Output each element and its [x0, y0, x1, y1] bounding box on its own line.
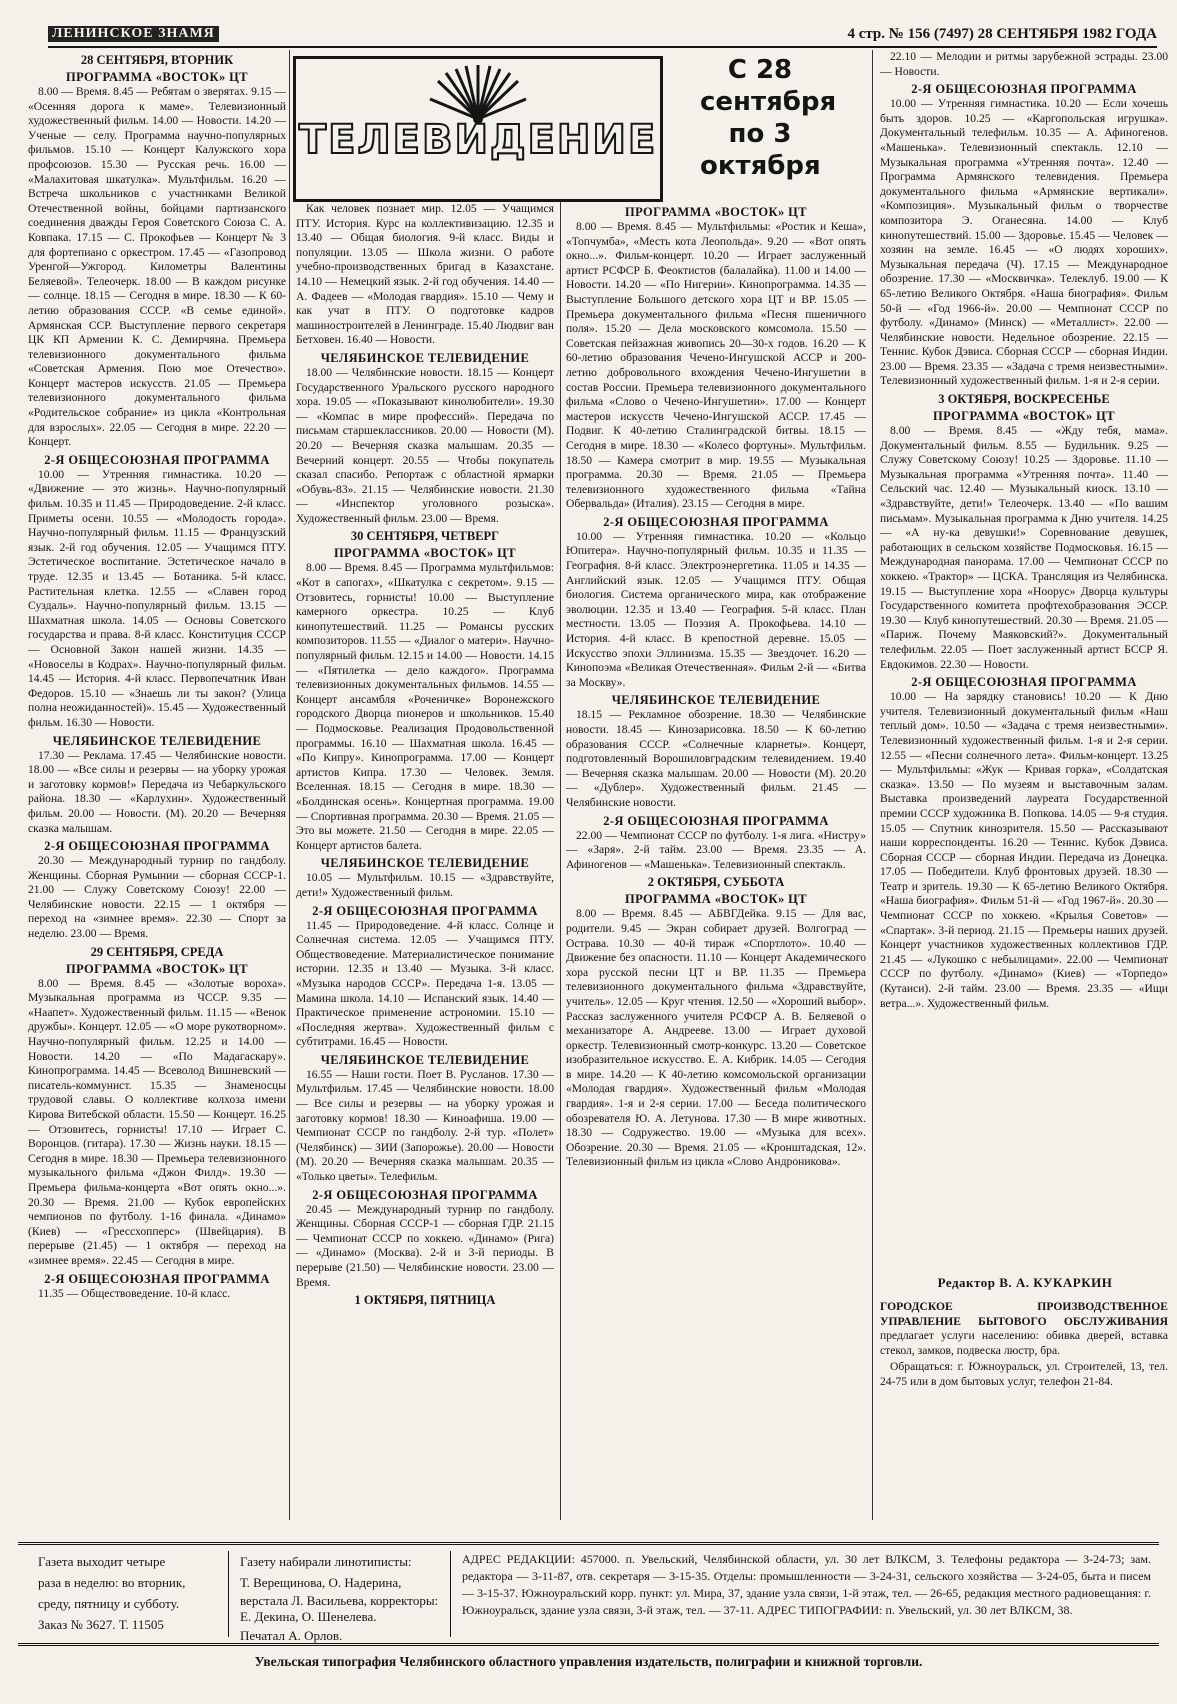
channel-heading: ПРОГРАММА «ВОСТОК» ЦТ [333, 546, 517, 561]
program-listing: 8.00 — Время. 8.45 — «Золотые вороха». Музыкальная программа из ЧССР. 9.35 — «Наапет». Художественный фильм. 11.15 — «Венок дружбы». Концерт. 12.05 — «О море рукотворном». Научно-популярный фильм. 12.25 и 14.00 — Новости. 14.20 — «По Мадагаскару». Кинопрограмма. 14.45 — Всеволод Вишневский — писатель-коммунист. 15.35 — Знаменосцы трудовой славы. О коллективе колхоза имени Кирова Витебской области. 15.50 — Концерт. 16.25 — Отзовитесь, горнисты! 17.10 — Играет С. Воронцов. (гитара). 17.30 — Жизнь науки. 18.15 — Сегодня в мире. 18.30 — Премьера телевизионного музыкального фильма «Джон Филд». 19.30 — Премьера фильма-концерта «Вот опять окно...». 20.30 — Время. 21.00 — Кубок европейских чемпионов по футболу. 1-16 финала. «Динамо» (Киев) — «Грессхопперс» (Швейцария). В перерыве (21.45) — 1 октября — переход на «зимнее время». 22.45 — Сегодня в мире. [28, 976, 286, 1267]
imprint-line: Т. Верещинова, О. Надерина, [240, 1575, 402, 1590]
program-listing: 16.55 — Наши гости. Поет В. Русланов. 17.30 — Мультфильм. 17.45 — Челябинские новости. 18.00 — Все силы и резервы — на уборку урожая и заготовку кормов! 18.30 — Киноафиша. 19.00 — Чемпионат СССР по гандболу. 2-й тур. «Полет» (Челябинск) — ЗИИ (Запорожье). 20.00 — Новости (М). 20.20 — Вечерняя сказка малышам. 20.35 — «Только цветы». Телефильм. [296, 1067, 554, 1184]
program-listing: 11.35 — Обществоведение. 10-й класс. [38, 1286, 231, 1300]
channel-heading: 2-Я ОБЩЕСОЮЗНАЯ ПРОГРАММА [911, 675, 1137, 690]
program-listing: 22.10 — Мелодии и ритмы зарубежной эстрады. 23.00 — Новости. [880, 50, 1168, 78]
tv-antenna-burst-icon [426, 63, 530, 123]
editor-credit: Редактор В. А. КУКАРКИН [937, 1275, 1113, 1290]
program-listing: 8.00 — Время. 8.45 — Мультфильмы: «Ростик и Кеша», «Топчумба», «Месть кота Леопольда». 9.20 — «Вот опять окно...». Фильм-концерт. 10.20 — Играет заслуженный артист РСФСР Б. Феоктистов (балалайка). 11.00 и 14.00 — Новости. 14.20 — «По Нигерии». Кинопрограмма. 14.35 — Выступление Большого детского хора ЦТ и ВР. 15.05 — Премьера документального фильма «Песня пшеничного поля». 15.20 — Дела московского комсомола. 15.50 — Советская пейзажная живопись 20—30-х годов. 16.20 — К 60-летию образования Чечено-Ингушской АССР и 200-летию добровольного вхождения Чечено-Ингушетии в состав России. Премьера телевизионного документального фильма «Слово о Чечено-Ингушетии». 17.00 — Концерт мастеров искусств Чечено-Ингушской АССР. 17.45 — Подвиг. К 40-летию Сталинградской битвы. 18.15 — Сегодня в мире. 18.30 — «Колесо фортуны». Мультфильм. 18.50 — Камера смотрит в мир. 19.55 — Музыкальная программа. 20.30 — Время. 21.05 — Премьера телевизионного художественного фильма «Тайна Обервальда» (Италия). 23.15 — Сегодня в мире. [566, 220, 866, 511]
channel-heading: 2-Я ОБЩЕСОЮЗНАЯ ПРОГРАММА [603, 514, 829, 529]
editorial-address: АДРЕС РЕДАКЦИИ: 457000. п. Увельский, Челябинской области, ул. 30 лет ВЛКСМ, 3. Телефоны редактора — 3-24-73; зам. редактора — 3-11-87, отв. секретаря — 3-15-35. Отделы: промышленности — 3-24-31, сельского хозяйства — 3-24-05, быта и писем — 3-15-37. Южноуральский корр. пункт: ул. Мира, 37, здание узла связи, 1-й этаж, тел. — 26-65, редакция местного радиовещания: г. Южноуральск, здание узла связи, 3-й этаж, тел. — 37-11. АДРЕС ТИПОГРАФИИ: п. Увельский, ул. 30 лет ВЛКСМ, 38. [462, 1552, 1151, 1617]
column-4 [880, 50, 1168, 1268]
day-heading: 1 ОКТЯБРЯ, ПЯТНИЦА [354, 1293, 496, 1308]
program-listing: 22.00 — Чемпионат СССР по футболу. 1-я лига. «Нистру» — «Заря». 2-й тайм. 23.00 — Время. 23.35 — А. Афиногенов — «Машенька». Телевизионный спектакль. [566, 828, 866, 871]
program-listing: 8.00 — Время. 8.45 — Программа мультфильмов: «Кот в сапогах», «Шкатулка с секретом». 9.15 — Отзовитесь, горнисты! 10.00 — Выступление камерного оркестра. 10.25 — Клуб кинопутешествий. 11.25 — Романсы русских композиторов. 11.55 — «Диалог о матери». Научно-популярный фильм. 12.15 и 14.00 — Новости. 14.15 — «Пятилетка — дело каждого». Программа телевизионных документальных фильмов. 14.55 — Концерт ансамбля «Роченичке» Воронежского городского Дворца пионеров и школьников. 15.40 — Подмосковье. Реализация Продовольственной программы. 16.10 — Шахматная школа. 16.45 — «По Кипру». Кинопрограмма. 17.00 — Концерт артистов Кипра. 17.30 — Человек. Земля. Вселенная. 18.15 — Сегодня в мире. 18.30 — «Болдинская осень». Концертная программа. 19.00 — Спортивная программа. 20.30 — Время. 21.05 — Это вы можете. 21.50 — Сегодня в мире. 22.05 — Концерт артистов балета. [296, 561, 554, 852]
imprint-line: Газету набирали линотиписты: [240, 1554, 412, 1569]
channel-heading: 2-Я ОБЩЕСОЮЗНАЯ ПРОГРАММА [312, 903, 538, 918]
program-listing: 10.00 — Утренняя гимнастика. 10.20 — «Движение — это жизнь». Научно-популярный фильм. 10.35 и 11.45 — Природоведение. 2-й класс. Приметы осени. 10.55 — «Молодость города». Научно-популярный фильм. 11.15 — Французский язык. 2-й год обучения. 12.05 — Учащимся ПТУ. Эстетическое воспитание. Эстетическое начало в труде. 12.35 и 13.45 — Ботаника. 5-й класс. Растительная клетка. 12.55 — «Славен город Суздаль». Научно-популярный фильм. 13.15 — Шахматная школа. 14.05 — Основы Советского государства и права. 8-й класс. Конституция СССР — Основной Закон нашей жизни. 14.35 — «Новоселы в Кодрах». Научно-популярный фильм. 14.45 — История. 4-й класс. Первопечатник Иван Федоров. 15.10 — «Знаешь ли ты закон? (Улица полна неожиданностей)». 15.45 — Художественный фильм. 16.30 — Новости. [28, 467, 286, 729]
channel-heading: ЧЕЛЯБИНСКОЕ ТЕЛЕВИДЕНИЕ [611, 693, 821, 708]
column-3 [566, 202, 866, 1520]
channel-heading: ПРОГРАММА «ВОСТОК» ЦТ [624, 205, 808, 219]
column-divider [872, 50, 873, 1520]
channel-heading: ЧЕЛЯБИНСКОЕ ТЕЛЕВИДЕНИЕ [320, 1052, 530, 1067]
masthead-rule [48, 46, 1157, 48]
section-heading: ТЕЛЕВИДЕНИЕ [298, 117, 658, 163]
imprint-line: Печатал А. Орлов. [240, 1628, 343, 1643]
program-listing: 8.00 — Время. 8.45 — «Жду тебя, мама». Документальный фильм. 8.55 — Будильник. 9.25 — Служу Советскому Союзу! 10.25 — Здоровье. 11.10 — Музыкальная программа «Утренняя почта». 11.40 — Сельский час. 12.40 — Музыкальный киоск. 13.10 — «Здравствуйте, дети!» Телеочерк. 13.40 — «По вашим письмам». Музыкальная программа к Дню учителя. 14.25 — «А ну-ка девушки!» Соревнование девушек, работающих в сельском хозяйстве Подмосковья. 16.15 — Международная панорама. 17.00 — Чемпионат СССР по хоккею. «Трактор» — ЦСКА. Трансляция из Челябинска. 19.15 — Выступление хора «Ноорус» Дворца культуры Государственного комитета профтехобразования ЭССР. 19.30 — Клуб кинопутешествий. 20.30 — Время. 21.05 — «Париж. Почему Маяковский?». Документальный телефильм. 22.05 — Поет заслуженный артист БССР Я. Евдокимов. 22.30 — Новости. [880, 424, 1168, 671]
day-heading: 29 СЕНТЯБРЯ, СРЕДА [90, 944, 224, 959]
day-heading: 28 СЕНТЯБРЯ, ВТОРНИК [80, 53, 234, 67]
imprint-line: раза в неделю: во вторник, [38, 1575, 186, 1590]
ad-contact: Обращаться: г. Южноуральск, ул. Строителей, 13, тел. 24-75 или в дом бытовых услуг, телефон 21-84. [880, 1360, 1168, 1388]
channel-heading: 2-Я ОБЩЕСОЮЗНАЯ ПРОГРАММА [312, 1187, 538, 1202]
program-listing: 10.00 — Утренняя гимнастика. 10.20 — Если хочешь быть здоров. 10.25 — «Каргопольская игрушка». Документальный телефильм. 10.35 — А. Афиногенов. «Машенька». Телевизионный спектакль. 12.10 — Музыкальная программа «Утренняя почта». 12.40 — Программа Армянского телевидения. Премьера документального фильма «Армянские вертикали». «Композиция». Музыкальный фильм о творчестве композитора Э. Оганесяна. 14.00 — Клуб кинопутешествий. 15.00 — Здоровье. 15.45 — Человек — хозяин на земле. 16.45 — «О людях хороших». Музыкальная передача (Ч). 17.15 — Международное обозрение. 17.30 — «Москвичка». Телеклуб. 19.00 — К 65-летию Великого Октября. «Наша биография». Фильм 50-й — «Год 1966-й». 20.00 — Чемпионат СССР по футболу. «Динамо» (Минск) — «Металлист». 22.00 — Челябинские новости. Недельное обозрение. 22.15 — Теннис. Кубок Дэвиса. Сборная СССР — сборная Индии. 23.00 — Время. 23.35 — «Задача с тремя неизвестными». Телевизионный художественный фильм. 1-я и 2-я серии. [880, 97, 1168, 388]
column-divider [560, 202, 561, 1520]
imprint-line: верстала Л. Васильева, корректоры: Е. Декина, О. Шенелева. [240, 1593, 439, 1624]
date-range [700, 54, 837, 182]
date-line: по 3 [728, 119, 792, 149]
issue-info: 4 стр. № 156 (7497) 28 СЕНТЯБРЯ 1982 ГОДА [847, 26, 1157, 42]
program-listing: 20.45 — Международный турнир по гандболу. Женщины. Сборная СССР-1 — сборная ГДР. 21.15 — Чемпионат СССР по хоккею. «Динамо» (Рига) — «Динамо» (Москва). 2-й и 3-й периоды. В перерыве (21.50) — Челябинские новости. 23.00 — Время. [296, 1202, 554, 1289]
program-listing: 17.30 — Реклама. 17.45 — Челябинские новости. 18.00 — «Все силы и резервы — на уборку урожая и заготовку кормов!» Передача из Чебаркульского района. 18.30 — «Карлухин». Художественный фильм. 20.00 — Новости. (М). 20.20 — Вечерняя сказка малышам. [28, 748, 286, 835]
imprint-box [18, 1542, 1159, 1646]
program-listing: 8.00 — Время. 8.45 — Ребятам о зверятах. 9.15 — «Осенняя дорога к маме». Телевизионный художественный фильм. 14.00 — Новости. 14.20 — Ученые — селу. Программа научно-популярных фильмов. 15.10 — Концерт Калужского хора профсоюзов. 15.30 — Русская речь. 16.00 — «Малахитовая шкатулка». Мультфильм. 16.20 — Встреча школьников с участниками Великой Отечественной войны, бойцами партизанского соединения дважды Героя Советского Союза С. А. Ковпака. 17.15 — С. Прокофьев — Концерт № 3 для фортепиано с оркестром. 17.45 — «Газопровод Уренгой—Ужгород. Километры Валентины Беляевой». Телеочерк. 18.00 — В каждом рисунке — солнце. 18.15 — Сегодня в мире. 18.30 — К 60-летию образования СССР. «В семье единой». Армянская ССР. Выступление первого секретаря ЦК КП Армении К. С. Демирчяна. Премьера телевизионного документального фильма «Советская Армения. Пою мое Отечество». Концерт мастеров искусств. 21.05 — Премьера телевизионного документального фильма «Родительское собрание» из цикла «Контрольная для взрослых». 22.05 — Сегодня в мире. 22.20 — Концерт. [28, 85, 286, 449]
channel-heading: ПРОГРАММА «ВОСТОК» ЦТ [932, 409, 1116, 424]
program-listing: Как человек познает мир. 12.05 — Учащимся ПТУ. История. Курс на коллективизацию. 12.35 и 13.40 — Общая биология. 9-й класс. Виды и популяции. 13.05 — Школа жизни. О работе учебно-производственных бригад в Казахстане. 14.10 — Немецкий язык. 2-й год обучения. 14.40 — А. Фадеев — «Молодая гвардия». 15.10 — Чему и как учат в ПТУ. О подготовке кадров машиностроителей в Ленинграде. 15.40 Людвиг ван Бетховен. 16.40 — Новости. [296, 202, 554, 347]
date-line: сентября [700, 87, 837, 117]
program-listing: 10.00 — На зарядку становись! 10.20 — К Дню учителя. Телевизионный документальный фильм «Наш теплый дом». 10.50 — «Задача с тремя неизвестными». Телевизионный художественный фильм. 1-я и 2-я серии. 12.55 — «Песни солнечного лета». Фильм-концерт. 13.25 — Мультфильмы: «Жук — Кривая горка», «Солдатская сказка». 13.50 — По музеям и выставочным залам. Выставка произведений лауреата Государственной премии СССР художника В. Попкова. 14.05 — 9-я студия. 15.05 — Спутник кинозрителя. 15.50 — Рассказывают наши корреспонденты. 16.20 — Теннис. Кубок Дэвиса. Сборная СССР — сборная Индии. Передача из Донецка. 17.05 — Победители. Клуб фронтовых друзей. 18.30 — Театр и зритель. 19.30 — К 65-летию Великого Октября. «Наша биография». Фильм 51-й — «Год 1967-й». 20.30 — Чемпионат СССР по хоккею. «Крылья Советов» — «Спартак». 3-й период. 21.15 — Премьеры наших друзей. Концерт участников художественных коллективов ГДР. 21.45 — «Лукошко с небылицами». 22.00 — Чемпионат СССР по футболу. «Динамо» (Киев) — «Торпедо» (Кутаиси). 2-й тайм. 23.00 — Время. 23.35 — «Ищи ветра...». Художественный фильм. [880, 690, 1168, 1010]
program-listing: 10.05 — Мультфильм. 10.15 — «Здравствуйте, дети!» Художественный фильм. [296, 871, 554, 899]
channel-heading: 2-Я ОБЩЕСОЮЗНАЯ ПРОГРАММА [44, 1271, 270, 1286]
channel-heading: 2-Я ОБЩЕСОЮЗНАЯ ПРОГРАММА [44, 452, 270, 467]
column-divider [289, 50, 290, 1520]
advertisement [880, 1300, 1168, 1389]
day-heading: 3 ОКТЯБРЯ, ВОСКРЕСЕНЬЕ [938, 392, 1110, 407]
ad-body: предлагает услуги населению: обивка дверей, вставка стекол, замков, подвеска люстр, бра. [880, 1329, 1168, 1357]
imprint-line: среду, пятницу и субботу. [38, 1596, 180, 1611]
channel-heading: ПРОГРАММА «ВОСТОК» ЦТ [65, 70, 249, 84]
column-1 [28, 50, 286, 1520]
television-title-box [293, 56, 663, 202]
imprint-line: Газета выходит четыре [38, 1554, 166, 1569]
date-line: октября [700, 151, 821, 181]
day-heading: 30 СЕНТЯБРЯ, ЧЕТВЕРГ [350, 529, 500, 544]
imprint-divider [228, 1551, 229, 1637]
channel-heading: ПРОГРАММА «ВОСТОК» ЦТ [65, 961, 249, 976]
publication-schedule [38, 1551, 218, 1635]
channel-heading: 2-Я ОБЩЕСОЮЗНАЯ ПРОГРАММА [603, 813, 829, 828]
channel-heading: ЧЕЛЯБИНСКОЕ ТЕЛЕВИДЕНИЕ [320, 350, 530, 365]
imprint-divider [450, 1551, 451, 1637]
program-listing: 8.00 — Время. 8.45 — АБВГДейка. 9.15 — Для вас, родители. 9.45 — Экран собирает друзей. Волгоград — Острава. 10.30 — 40-й тираж «Спортлото». 10.40 — Движение без опасности. 11.10 — Концерт Академического хора русской песни ЦТ и ВР. 11.35 — Премьера телевизионного документального фильма «Здравствуйте, учитель». 12.05 — Круг чтения. 12.50 — «Хороший выбор». Рассказ заслуженного учителя РСФСР А. В. Беляевой о механизаторе А. Андрееве. 13.00 — Играет духовой оркестр. Телевизионный смотр-конкурс. 13.20 — Советское изобразительное искусство. Е. А. Кибрик. 14.05 — Сегодня в мире. 14.20 — К 40-летию комсомольской организации «Молодая гвардия». Художественный фильм «Молодая гвардия». 1-я и 2-я серии. 17.00 — Беседа политического обозревателя Ю. А. Летунова. 17.30 — В мире животных. 18.30 — Содружество. 19.00 — «Музыка для всех». Обозрение. 20.30 — Время. 21.05 — «Кронштадская, 12». Телевизионный фильм из цикла «Слово Андроникова». [566, 907, 866, 1169]
program-listing: 11.45 — Природоведение. 4-й класс. Солнце и Солнечная система. 12.05 — Учащимся ПТУ. Обществоведение. Материалистическое понимание истории. 12.35 и 13.40 — Музыка. 3-й класс. «Музыка народов СССР». Передача 1-я. 13.05 — Мамина школа. 14.10 — Испанский язык. 14.40 — Практическое применение астрономии. 15.10 — «Последняя жертва». Художественный фильм с субтитрами. 16.45 — Новости. [296, 918, 554, 1049]
channel-heading: 2-Я ОБЩЕСОЮЗНАЯ ПРОГРАММА [911, 82, 1137, 97]
masthead [48, 26, 1157, 48]
paper-name: ЛЕНИНСКОЕ ЗНАМЯ [48, 26, 219, 42]
channel-heading: ЧЕЛЯБИНСКОЕ ТЕЛЕВИДЕНИЕ [320, 856, 530, 871]
typesetters [240, 1551, 440, 1646]
channel-heading: 2-Я ОБЩЕСОЮЗНАЯ ПРОГРАММА [44, 839, 270, 854]
channel-heading: ЧЕЛЯБИНСКОЕ ТЕЛЕВИДЕНИЕ [52, 733, 262, 748]
day-heading: 2 ОКТЯБРЯ, СУББОТА [647, 875, 785, 890]
printer-footer: Увельская типография Челябинского областного управления издательств, полиграфии и книжной торговли. [254, 1654, 923, 1669]
program-listing: 20.30 — Международный турнир по гандболу. Женщины. Сборная Румынии — сборная СССР-1. 21.00 — Служу Советскому Союзу! 22.00 — Челябинские новости. 22.15 — 1 октября — переход на «зимнее время». 22.30 — Спорт за неделю. 23.00 — Время. [28, 854, 286, 941]
program-listing: 10.00 — Утренняя гимнастика. 10.20 — «Кольцо Юпитера». Научно-популярный фильм. 10.35 и 11.35 — География. 8-й класс. Электроэнергетика. 11.05 и 14.35 — Английский язык. 12.05 — Учащимся ПТУ. Общая биология. Система органического мира, как отображение эволюции. 12.35 и 13.40 — География. 5-й класс. План местности. 13.05 — Поэзия А. Прокофьева. 14.10 — История. 4-й класс. В крепостной деревне. 15.05 — Искусство эпохи Эллинизма. 15.35 — Звездочет. 16.20 — Кинопоэма «Великая Отечественная». Фильм 2-й — «Битва за Москву». [566, 529, 866, 689]
channel-heading: ПРОГРАММА «ВОСТОК» ЦТ [624, 892, 808, 907]
date-line: С 28 [727, 55, 793, 85]
program-listing: 18.15 — Рекламное обозрение. 18.30 — Челябинские новости. 18.45 — Кинозарисовка. 18.50 — К 60-летию образования СССР. «Солнечные кларнеты». Концерт, подготовленный Ворошиловградским телевидением. 19.40 — Вечерняя сказка малышам. 20.00 — Новости (М). 20.20 — «Дублер». Художественный фильм. 21.45 — Челябинские новости. [566, 708, 866, 809]
imprint-line: Заказ № 3627. Т. 11505 [38, 1617, 164, 1632]
program-listing: 18.00 — Челябинские новости. 18.15 — Концерт Государственного Уральского русского народного хора. 19.05 — «Показывают кинолюбители». 19.30 — «Компас в мире профессий». Передача по письмам старшеклассников. 20.00 — Новости (М). 20.20 — Вечерняя сказка малышам. 20.35 — Вечерний концерт. 20.55 — Чтобы покупатель сказал спасибо. Репортаж с областной ярмарки «Обувь-83». 21.15 — Челябинские новости. 21.30 — «Инспектор уголовного розыска». Художественный фильм. 23.00 — Время. [296, 365, 554, 525]
column-2 [296, 202, 554, 1520]
ad-heading: ГОРОДСКОЕ ПРОИЗВОДСТВЕННОЕ УПРАВЛЕНИЕ БЫТОВОГО ОБСЛУЖИВАНИЯ [880, 1300, 1168, 1328]
